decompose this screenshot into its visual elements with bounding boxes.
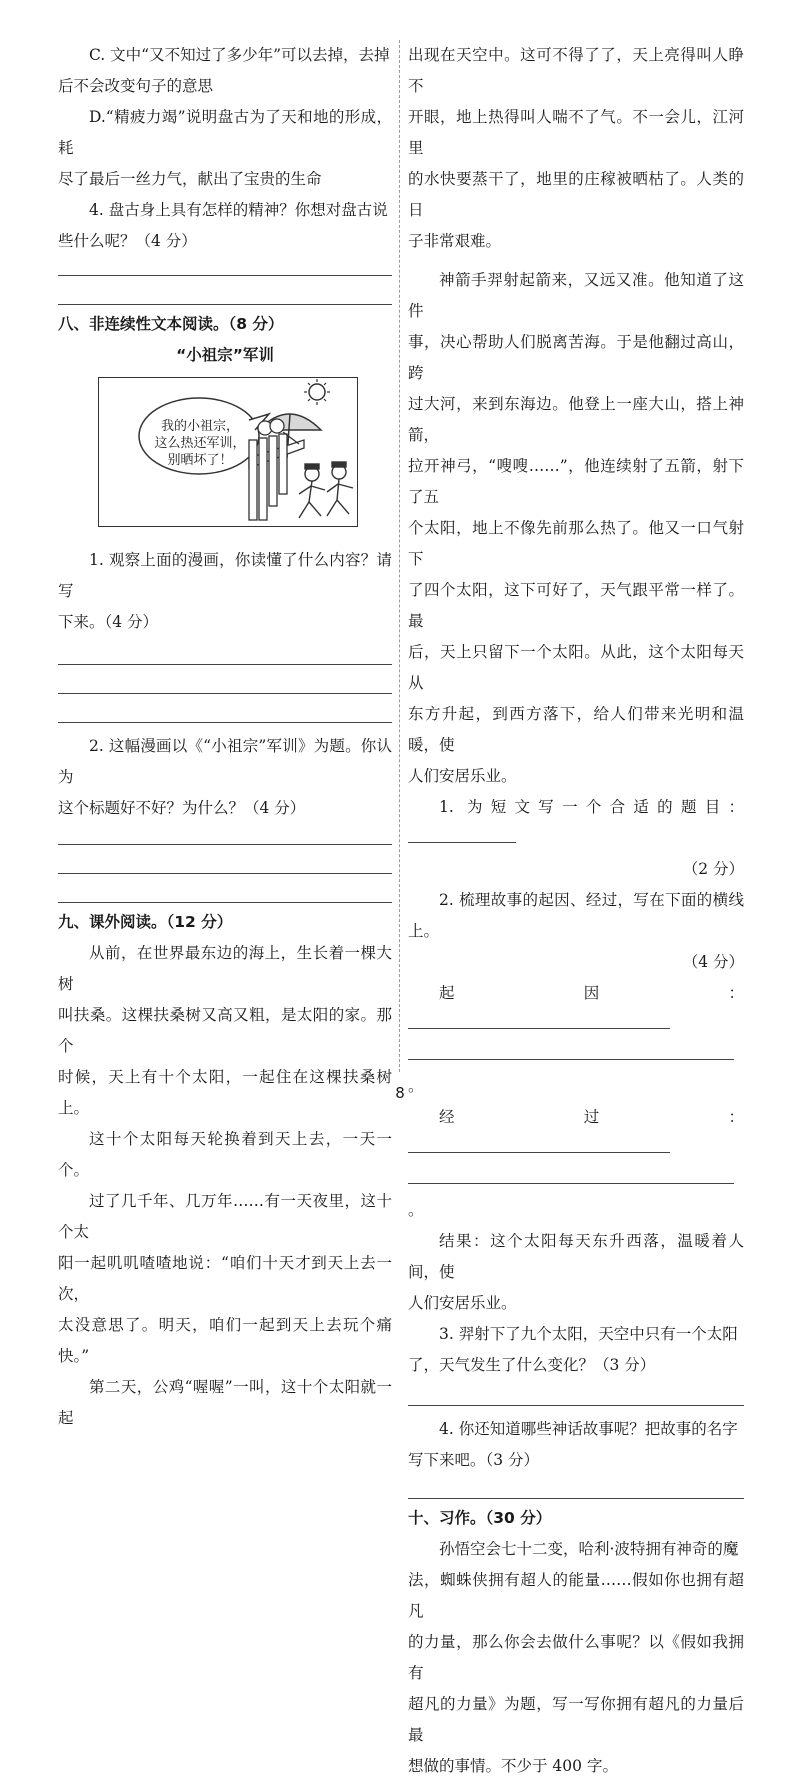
writing-prompt-line: 超凡的力量》为题，写一写你拥有超凡的力量后最 bbox=[408, 1695, 744, 1744]
passage-line: 从前，在世界最东边的海上，生长着一棵大树 bbox=[58, 944, 392, 993]
s8-question-1-line1: 1. 观察上面的漫画，你读懂了什么内容？请写 bbox=[58, 551, 392, 600]
result-line2: 人们安居乐业。 bbox=[408, 1294, 517, 1312]
passage-line: 时候，天上有十个太阳，一起住在这棵扶桑树上。 bbox=[58, 1068, 392, 1117]
question-2-points: （4 分） bbox=[682, 953, 744, 971]
passage-line: 后，天上只留下一个太阳。从此，这个太阳每天从 bbox=[408, 643, 744, 692]
section-10-title: 十、习作。（30 分） bbox=[408, 1509, 552, 1527]
process-label: 经过： bbox=[439, 1108, 744, 1126]
passage-line: 的水快要蒸干了，地里的庄稼被晒枯了。人类的日 bbox=[408, 170, 744, 219]
question-1-points: （2 分） bbox=[682, 860, 744, 878]
passage-line: 这十个太阳每天轮换着到天上去，一天一个。 bbox=[58, 1130, 392, 1179]
passage-line: 过了几千年、几万年……有一天夜里，这十个太 bbox=[58, 1192, 392, 1241]
bubble-line-2: 这么热还军训， bbox=[154, 436, 246, 451]
passage-line: 人们安居乐业。 bbox=[408, 767, 517, 785]
title-answer-blank[interactable] bbox=[408, 828, 516, 843]
option-d-line2: 尽了最后一丝力气，献出了宝贵的生命 bbox=[58, 170, 322, 188]
passage-line: 拉开神弓，“嗖嗖……”，他连续射了五箭，射下了五 bbox=[408, 457, 744, 506]
question-4-line2: 写下来吧。（3 分） bbox=[408, 1451, 540, 1469]
question-2: 2. 梳理故事的起因、经过，写在下面的横线上。 bbox=[408, 891, 744, 940]
left-column bbox=[58, 40, 392, 1434]
passage-line: 事，决心帮助人们脱离苦海。于是他翻过高山，跨 bbox=[408, 333, 744, 382]
children-marching bbox=[299, 462, 353, 518]
s8-question-2-line2: 这个标题好不好？为什么？（4 分） bbox=[58, 799, 306, 817]
cartoon-title: “小祖宗”军训 bbox=[176, 346, 274, 364]
period: 。 bbox=[408, 1077, 424, 1095]
passage-line: 叫扶桑。这棵扶桑树又高又粗，是太阳的家。那个 bbox=[58, 1006, 392, 1055]
passage-line: 东方升起，到西方落下，给人们带来光明和温暖，使 bbox=[408, 705, 744, 754]
passage-line: 子非常艰难。 bbox=[408, 232, 502, 250]
cause-row bbox=[408, 978, 744, 1040]
section-9-title: 九、课外阅读。（12 分） bbox=[58, 913, 233, 931]
question-1 bbox=[408, 792, 744, 854]
question-3-line2: 了，天气发生了什么变化？（3 分） bbox=[408, 1356, 656, 1374]
page-number: 8 bbox=[395, 1084, 405, 1102]
option-c-line1: C. 文中“又不知过了多少年”可以去掉，去掉 bbox=[89, 46, 390, 64]
passage-line: 开眼，地上热得叫人喘不了气。不一会儿，江河里 bbox=[408, 108, 744, 157]
process-row-2 bbox=[408, 1164, 744, 1226]
bubble-line-1: 我的小祖宗， bbox=[160, 419, 239, 434]
question-3-line1: 3. 羿射下了九个太阳，天空中只有一个太阳 bbox=[439, 1325, 738, 1343]
process-blank-2[interactable] bbox=[408, 1169, 734, 1184]
fence bbox=[249, 434, 304, 520]
result-line1: 结果：这个太阳每天东升西落，温暖着人间，使 bbox=[408, 1232, 744, 1281]
passage-line: 第二天，公鸡“喔喔”一叫，这十个太阳就一起 bbox=[58, 1378, 392, 1427]
process-blank[interactable] bbox=[408, 1138, 670, 1153]
passage-line: 了四个太阳，这下可好了，天气跟平常一样了。最 bbox=[408, 581, 744, 630]
cause-label: 起因： bbox=[439, 984, 744, 1002]
speech-bubble-text bbox=[145, 418, 255, 469]
period: 。 bbox=[408, 1201, 424, 1219]
cause-blank-2[interactable] bbox=[408, 1045, 734, 1060]
question-4-line1: 4. 盘古身上具有怎样的精神？你想对盘古说 bbox=[89, 201, 388, 219]
writing-prompt-line: 想做的事情。不少于 400 字。 bbox=[408, 1757, 618, 1775]
right-column bbox=[408, 40, 744, 1782]
passage-line: 神箭手羿射起箭来，又远又准。他知道了这件 bbox=[408, 271, 744, 320]
passage-line: 个太阳，地上不像先前那么热了。他又一口气射下 bbox=[408, 519, 744, 568]
s8-question-2-line1: 2. 这幅漫画以《“小祖宗”军训》为题。你认为 bbox=[58, 737, 392, 786]
passage-line: 过大河，来到东海边。他登上一座大山，搭上神箭， bbox=[408, 395, 744, 444]
passage-line: 太没意思了。明天，咱们一起到天上去玩个痛快。” bbox=[58, 1316, 392, 1365]
writing-prompt-line: 法，蜘蛛侠拥有超人的能量……假如你也拥有超凡 bbox=[408, 1571, 744, 1620]
cause-blank[interactable] bbox=[408, 1014, 670, 1029]
cartoon-image bbox=[98, 377, 358, 527]
writing-prompt-line: 孙悟空会七十二变，哈利·波特拥有神奇的魔 bbox=[439, 1540, 739, 1558]
passage-line: 阳一起叽叽喳喳地说：“咱们十天才到天上去一次， bbox=[58, 1254, 392, 1303]
question-1-text: 1. 为短文写一个合适的题目： bbox=[439, 798, 744, 816]
bubble-line-3: 别晒坏了！ bbox=[167, 453, 233, 468]
sun-icon bbox=[304, 379, 330, 405]
question-4-line1: 4. 你还知道哪些神话故事呢？把故事的名字 bbox=[439, 1420, 738, 1438]
option-d-line1: D.“精疲力竭”说明盘古为了天和地的形成，耗 bbox=[58, 108, 392, 157]
s8-question-1-line2: 下来。（4 分） bbox=[58, 613, 159, 631]
question-4-line2: 些什么呢？（4 分） bbox=[58, 232, 197, 250]
column-divider bbox=[399, 40, 400, 1072]
writing-prompt-line: 的力量，那么你会去做什么事呢？以《假如我拥有 bbox=[408, 1633, 744, 1682]
section-8-title: 八、非连续性文本阅读。（8 分） bbox=[58, 315, 284, 333]
option-c-line2: 后不会改变句子的意思 bbox=[58, 77, 214, 95]
process-row bbox=[408, 1102, 744, 1164]
passage-line: 出现在天空中。这可不得了了，天上亮得叫人睁不 bbox=[408, 46, 744, 95]
